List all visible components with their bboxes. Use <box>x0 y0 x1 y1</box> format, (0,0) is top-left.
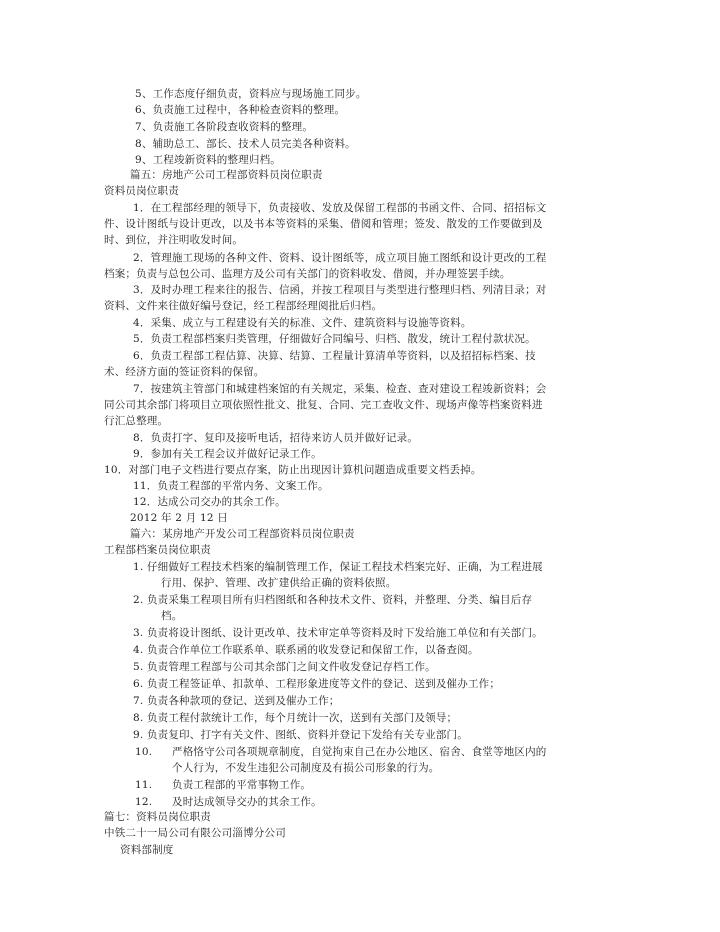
subsection-heading: 工程部档案员岗位职责 <box>104 544 211 556</box>
text-line: 2．管理施工现场的各种文件、资料、设计图纸等，成立项目施工图纸和设计更改的工程 <box>133 252 547 264</box>
section-heading: 篇六：某房地产开发公司工程部资料员岗位职责 <box>130 528 355 540</box>
text-line: 3．及时办理工程来往的报告、信函，并按工程项目与类型进行整理归档、列清目录；对 <box>133 284 547 296</box>
text-line: 1．在工程部经理的领导下，负责接收、发放及保留工程部的书函文件、合同、招招标文 <box>133 202 547 214</box>
text-line: 件、设计图纸与设计更改，以及书本等资料的采集、借阅和管理；签发、散发的工作要做到及 <box>104 218 543 230</box>
text-line: 时、到位，并注明收发时间。 <box>104 234 244 246</box>
text-line: 个人行为，不发生违犯公司制度及有损公司形象的行为。 <box>172 762 440 774</box>
section-heading: 篇七：资料员岗位职责 <box>104 811 211 823</box>
item-number: 12. <box>135 796 153 808</box>
text-line: 4．采集、成立与工程建设有关的标准、文件、建筑资料与设施等资料。 <box>133 317 472 329</box>
text-line: 同公司其余部门将项目立项依照性批文、批复、合同、完工查收文件、现场声像等档案资料进 <box>104 399 543 411</box>
text-line: 9. 负责复印、打字有关文件、图纸、资料并登记下发给有关专业部门。 <box>133 729 468 741</box>
text-line: 严格恪守公司各项规章制度，自觉拘束自己在办公地区、宿舍、食堂等地区内的 <box>172 746 547 758</box>
text-line: 5．负责工程部档案归类管理，仔细做好合同编号、归档、散发，统计工程付款状况。 <box>133 333 536 345</box>
text-line: 档案；负责与总包公司、监理方及公司有关部门的资料收发、借阅，并办理签罢手续。 <box>104 268 511 280</box>
text-line: 10．对部门电子文档进行要点存案，防止出现因计算机问题造成重要文档丢掉。 <box>104 464 482 476</box>
text-line: 8．负责打字、复印及接听电话，招待来访人员并做好记录。 <box>133 432 419 444</box>
text-line: 11．负责工程部的平常内务、文案工作。 <box>133 480 329 492</box>
text-line: 负责工程部的平常事物工作。 <box>172 779 312 791</box>
text-line: 7．按建筑主管部门和城建档案馆的有关规定，采集、检查、查对建设工程竣新资料；会 <box>133 383 547 395</box>
text-line: 9．参加有关工程会议并做好记录工作。 <box>133 448 322 460</box>
text-line: 7. 负责各种款项的登记、送到及催办工作； <box>133 695 340 707</box>
text-line: 3. 负责将设计图纸、设计更改单、技术审定单等资料及时下发给施工单位和有关部门。 <box>133 627 543 639</box>
text-line: 6．负责工程部工程估算、决算、结算、工程量计算清单等资料，以及招招标档案、技 <box>133 350 536 362</box>
text-line: 5. 负责管理工程部与公司其余部门之间文件收发登记存档工作。 <box>133 661 436 673</box>
text-line: 行用、保护、管理、改扩建供给正确的资料依照。 <box>161 577 397 589</box>
text-line: 6、负责施工过程中，各种检查资料的整理。 <box>135 104 346 116</box>
text-line: 12．达成公司交办的其余工作。 <box>133 496 286 508</box>
text-line: 档。 <box>161 610 183 622</box>
text-line: 5、工作态度仔细负责，资料应与现场施工同步。 <box>135 88 367 100</box>
text-line: 资料、文件来往做好编号登记，经工程部经理阅批后归档。 <box>104 300 383 312</box>
section-heading: 篇五：房地产公司工程部资料员岗位职责 <box>130 169 323 181</box>
text-line: 2. 负责采集工程项目所有归档图纸和各种技术文件、资料，并整理、分类、编目后存 <box>133 594 533 606</box>
text-line: 7、负责施工各阶段查收资料的整理。 <box>135 121 314 133</box>
text-line: 8、辅助总工、部长、技术人员完美各种资料。 <box>135 138 356 150</box>
text-line: 术、经济方面的签证资料的保留。 <box>104 366 265 378</box>
text-line: 行汇总整理。 <box>104 415 169 427</box>
text-line: 6. 负责工程签证单、扣款单、工程形象进度等文件的登记、送到及催办工作； <box>133 678 501 690</box>
subsection-heading: 资料部制度 <box>120 844 174 856</box>
item-number: 11. <box>135 779 153 791</box>
company-name: 中铁二十一局公司有限公司淄博分公司 <box>104 827 286 839</box>
text-line: 4. 负责合作单位工作联系单、联系函的收发登记和保留工作，以备查阅。 <box>133 644 479 656</box>
text-line: 8. 负责工程付款统计工作，每个月统计一次，送到有关部门及领导； <box>133 712 458 724</box>
text-line: 及时达成领导交办的其余工作。 <box>172 796 322 808</box>
subsection-heading: 资料员岗位职责 <box>104 185 179 197</box>
item-number: 10. <box>135 746 153 758</box>
text-line: 9、工程竣新资料的整理归档。 <box>135 154 281 166</box>
text-line: 1. 仔细做好工程技术档案的编制管理工作，保证工程技术档案完好、正确，为工程进展 <box>133 561 543 573</box>
date-line: 2012 年 2 月 12 日 <box>130 512 228 524</box>
